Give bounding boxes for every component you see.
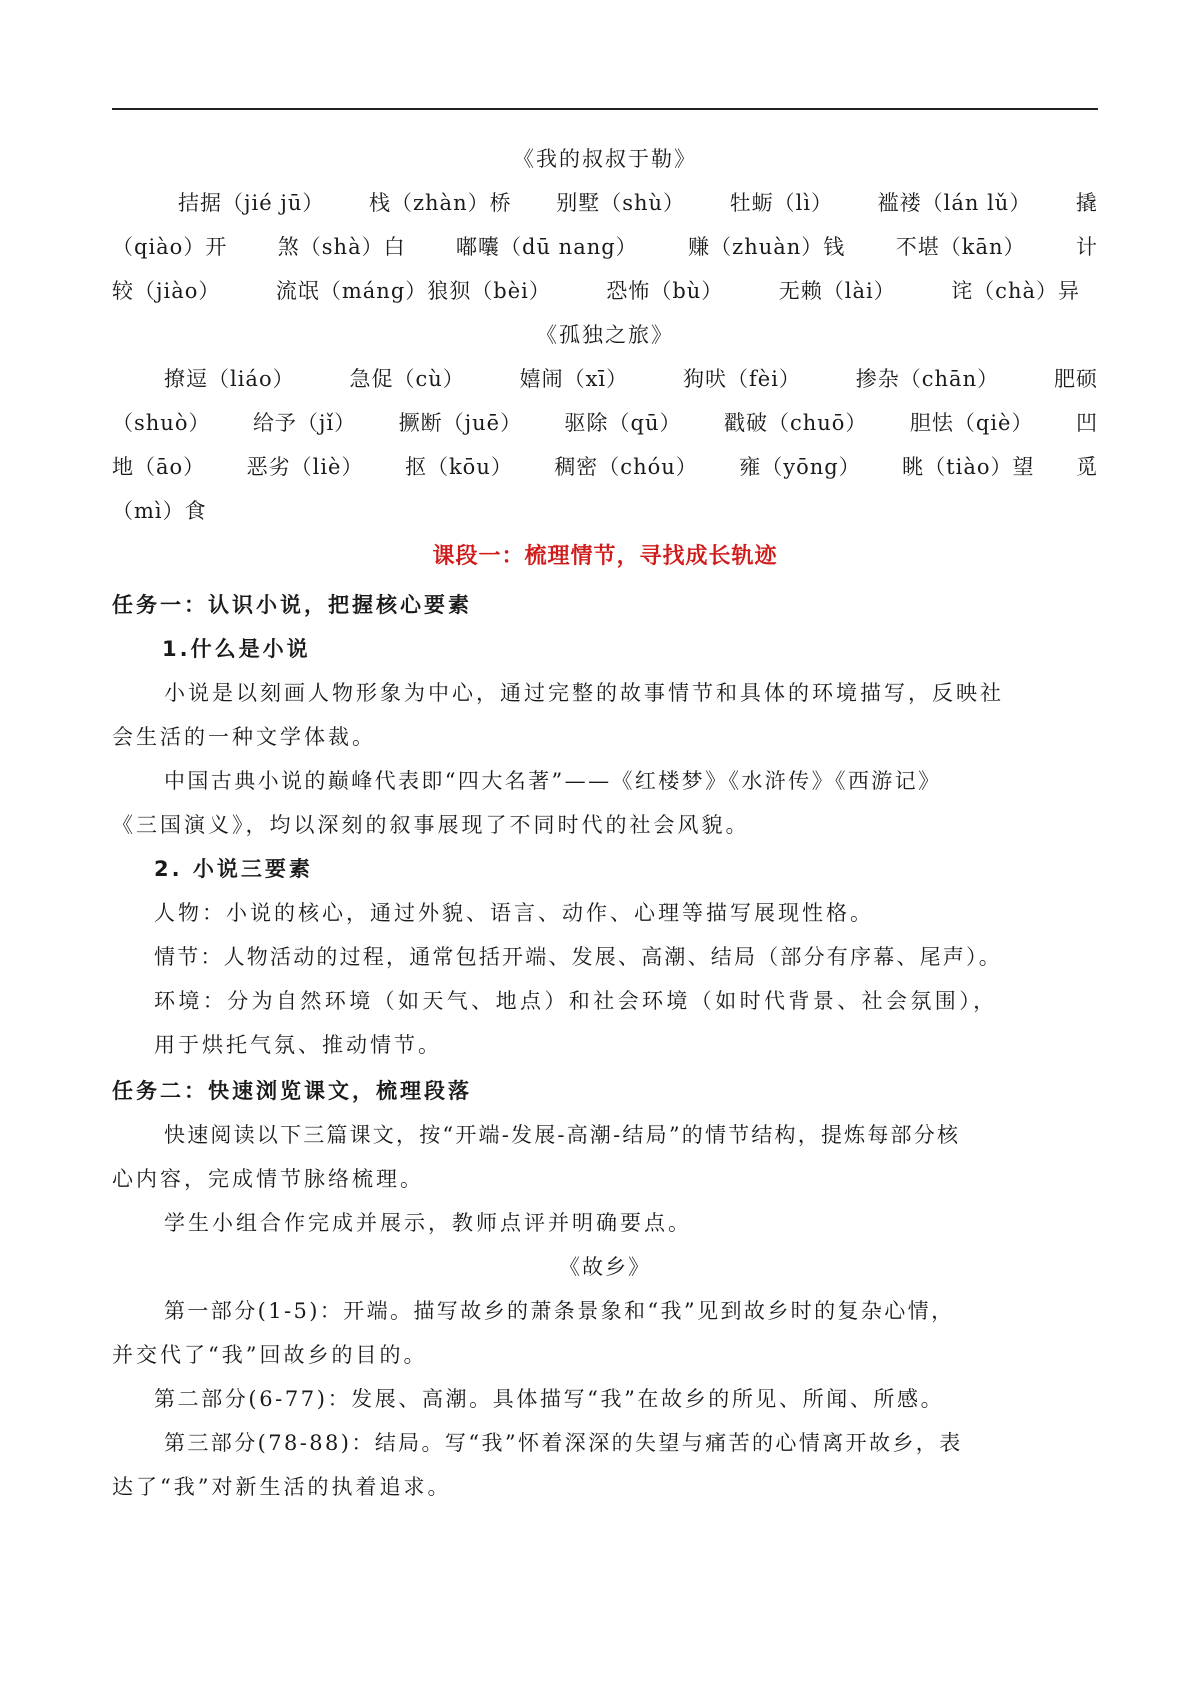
vocab-item: 急促（cù） — [349, 367, 465, 391]
vocab-item: 觅 — [1075, 455, 1098, 479]
vocab-item: 胆怯（qiè） — [909, 411, 1034, 435]
vocab-item: 嘟囔（dū nang） — [456, 235, 638, 259]
vocab-item: 别墅（shù） — [556, 191, 686, 215]
vocab-item: 计 — [1075, 235, 1098, 259]
vocab1-row2 — [112, 232, 1098, 262]
vocab-item: 稠密（chóu） — [554, 455, 698, 479]
task2-paragraph-1b: 心内容，完成情节脉络梳理。 — [112, 1167, 424, 1191]
header-rule — [112, 108, 1098, 110]
vocab-item: 掺杂（chān） — [855, 367, 1000, 391]
task1-subheading-1: 1.什么是小说 — [162, 637, 311, 661]
element-setting-a: 环境：分为自然环境（如天气、地点）和社会环境（如时代背景、社会氛围）， — [154, 989, 998, 1013]
vocab-item: 驱除（qū） — [564, 411, 682, 435]
vocab-item: 无赖（lài） — [778, 279, 896, 303]
vocab1-row1 — [178, 188, 1098, 218]
vocab-item: （qiào）开 — [112, 235, 228, 259]
story-part-1b: 并交代了“我”回故乡的目的。 — [112, 1343, 428, 1367]
vocab2-row3 — [112, 452, 1098, 482]
element-plot: 情节：人物活动的过程，通常包括开端、发展、高潮、结局（部分有序幕、尾声）。 — [154, 945, 1002, 969]
vocab2-row1 — [164, 364, 1098, 394]
vocab-item: 诧（chà）异 — [951, 279, 1080, 303]
vocab-item: 地（āo） — [112, 455, 206, 479]
vocab1-row3 — [112, 276, 1080, 306]
vocab-item: （shuò） — [112, 411, 211, 435]
vocab-item: 拮据（jié jū） — [178, 191, 325, 215]
vocab-item: 较（jiào） — [112, 279, 221, 303]
task1-paragraph-1b: 会生活的一种文学体裁。 — [112, 725, 376, 749]
vocab-item: 狗吠（fèi） — [683, 367, 801, 391]
vocab-item: 恐怖（bù） — [606, 279, 724, 303]
section-heading: 课段一：梳理情节，寻找成长轨迹 — [432, 544, 778, 569]
task1-heading: 任务一：认识小说，把握核心要素 — [112, 593, 472, 617]
vocab-item: 撬 — [1075, 191, 1098, 215]
task1-paragraph-2b: 《三国演义》，均以深刻的叙事展现了不同时代的社会风貌。 — [112, 813, 750, 837]
task1-paragraph-1a: 小说是以刻画人物形象为中心，通过完整的故事情节和具体的环境描写，反映社 — [164, 681, 1004, 705]
vocab-item: 牡蛎（lì） — [729, 191, 834, 215]
task2-paragraph-2: 学生小组合作完成并展示，教师点评并明确要点。 — [164, 1211, 692, 1235]
vocab-item: 赚（zhuàn）钱 — [688, 235, 846, 259]
story-part-3b: 达了“我”对新生活的执着追求。 — [112, 1475, 452, 1499]
vocab-item: 嬉闹（xī） — [519, 367, 629, 391]
vocab2-title: 《孤独之旅》 — [536, 323, 674, 347]
vocab-item: 褴褛（lán lǔ） — [877, 191, 1032, 215]
story-part-3a: 第三部分(78-88)：结局。写“我”怀着深深的失望与痛苦的心情离开故乡，表 — [164, 1431, 963, 1455]
vocab-item: 栈（zhàn）桥 — [368, 191, 512, 215]
vocab2-row2 — [112, 408, 1098, 438]
vocab-item: 抠（kōu） — [404, 455, 513, 479]
vocab-item: 流氓（máng）狼狈（bèi） — [275, 279, 551, 303]
vocab2-row4: （mì）食 — [112, 499, 207, 523]
vocab-item: 凹 — [1075, 411, 1098, 435]
story-title: 《故乡》 — [559, 1255, 651, 1279]
element-setting-b: 用于烘托气氛、推动情节。 — [154, 1033, 442, 1057]
vocab-item: 眺（tiào）望 — [902, 455, 1035, 479]
vocab-item: 不堪（kān） — [895, 235, 1026, 259]
vocab-item: 恶劣（liè） — [246, 455, 364, 479]
vocab-item: 给予（jǐ） — [252, 411, 357, 435]
vocab-item: 雍（yōng） — [739, 455, 861, 479]
story-part-1a: 第一部分(1-5)：开端。描写故乡的萧条景象和“我”见到故乡时的复杂心情， — [164, 1299, 955, 1323]
vocab-item: 肥硕 — [1053, 367, 1098, 391]
task2-heading: 任务二：快速浏览课文，梳理段落 — [112, 1079, 472, 1103]
vocab-item: 煞（shà）白 — [277, 235, 406, 259]
vocab1-title: 《我的叔叔于勒》 — [513, 147, 697, 171]
vocab-item: 撩逗（liáo） — [164, 367, 295, 391]
task1-subheading-2: 2. 小说三要素 — [154, 857, 313, 881]
vocab-item: 戳破（chuō） — [723, 411, 868, 435]
task1-paragraph-2a: 中国古典小说的巅峰代表即“四大名著”——《红楼梦》《水浒传》《西游记》 — [164, 769, 942, 793]
vocab-item: 撅断（juē） — [398, 411, 523, 435]
story-part-2: 第二部分(6-77)：发展、高潮。具体描写“我”在故乡的所见、所闻、所感。 — [154, 1387, 945, 1411]
element-character: 人物：小说的核心，通过外貌、语言、动作、心理等描写展现性格。 — [154, 901, 874, 925]
task2-paragraph-1a: 快速阅读以下三篇课文，按“开端-发展-高潮-结局”的情节结构，提炼每部分核 — [164, 1123, 961, 1147]
